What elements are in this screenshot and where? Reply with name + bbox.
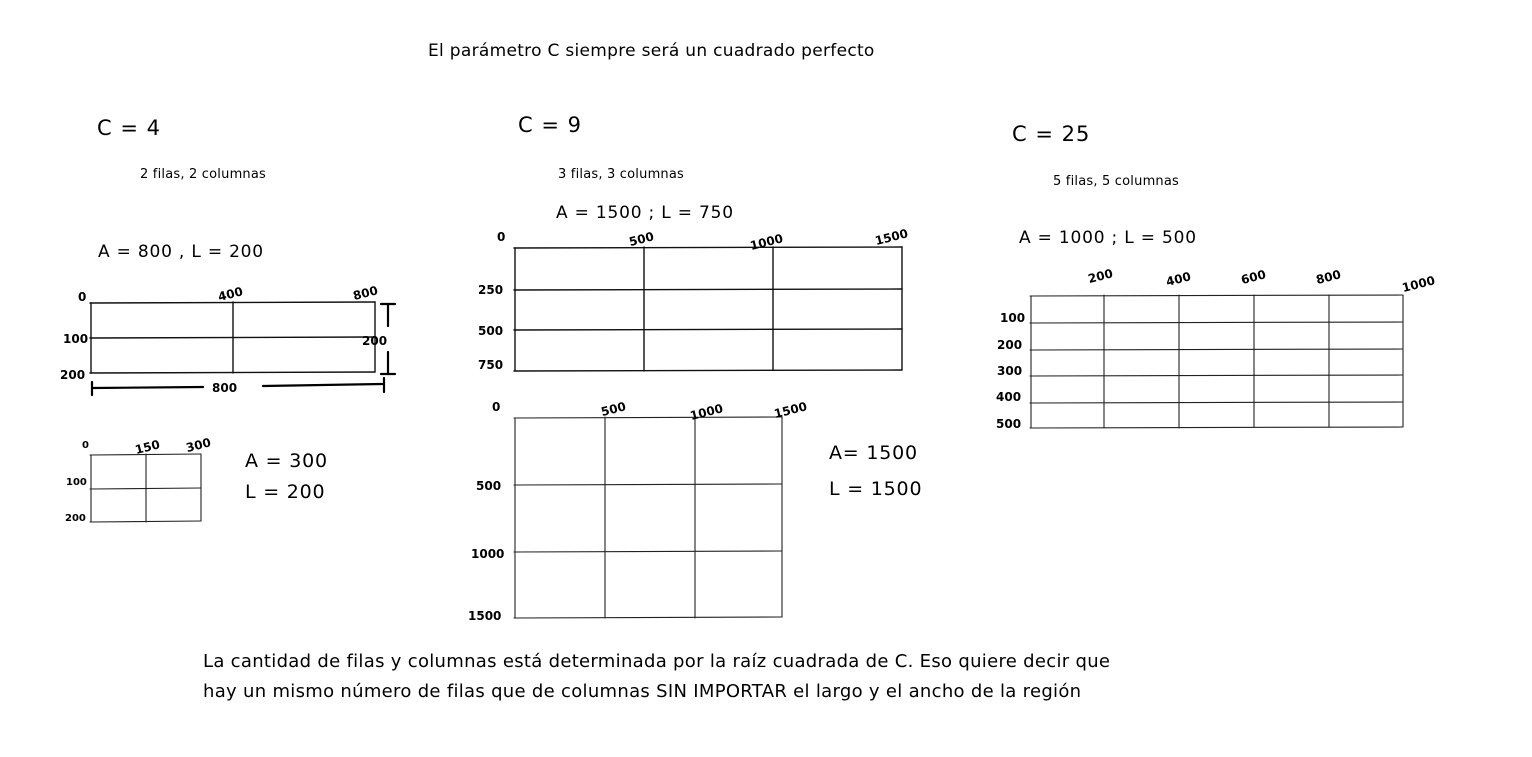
example-3-grid-1: [1028, 293, 1405, 430]
example-1-grid-2-xtick-2: 300: [184, 435, 213, 455]
example-2-grid-1-xtick-3: 1500: [873, 226, 910, 248]
example-1-grid-1-ytick-0: 100: [63, 332, 89, 346]
example-2-grid-1-ytick-2: 750: [478, 358, 504, 372]
example-3-grid-1-ytick-0: 100: [1000, 311, 1026, 325]
example-1-grid-2-length-label: L = 200: [245, 481, 326, 503]
example-1-c-label: C = 4: [97, 116, 161, 140]
example-3-grid-1-xtick-3: 800: [1314, 267, 1343, 287]
example-3-grid-1-xtick-4: 1000: [1400, 273, 1437, 295]
example-3-grid-1-ytick-3: 400: [996, 390, 1022, 404]
example-1-grid-label: 2 filas, 2 columnas: [140, 167, 267, 182]
example-2-grid-2-ytick-2: 1500: [468, 609, 502, 623]
example-1-grid-1-width-annotation: 800: [212, 381, 238, 395]
example-2-grid-1-xtick-1: 500: [627, 229, 656, 249]
example-3-grid-1-ytick-1: 200: [997, 338, 1023, 352]
example-1-grid-1-dim-lines: [88, 300, 398, 395]
example-2-grid-1-xtick-0: 0: [497, 230, 506, 244]
example-2-grid-1-xtick-2: 1000: [748, 231, 785, 253]
example-1-grid-1-height-annotation: 200: [362, 334, 388, 348]
example-2-grid-2-ytick-1: 1000: [471, 547, 505, 561]
example-1-grid-2: [88, 452, 203, 524]
example-3-c-label: C = 25: [1012, 122, 1091, 146]
example-2-grid-2-xtick-2: 1000: [688, 401, 725, 423]
example-1-grid-1-xtick-2: 800: [351, 283, 380, 303]
example-2-grid-1-ytick-1: 500: [478, 324, 504, 338]
example-1-grid-2-xtick-0: 0: [82, 440, 89, 451]
example-1-grid-2-ytick-0: 100: [66, 477, 87, 488]
example-2-grid-2: [512, 415, 784, 620]
example-1-grid-2-area-label: A = 300: [245, 450, 328, 472]
example-2-grid-2-area-label: A= 1500: [829, 442, 918, 464]
example-1-grid-1-xtick-1: 400: [216, 284, 245, 304]
example-2-grid-1-dims: A = 1500 ; L = 750: [556, 203, 734, 223]
example-1-grid-1-ytick-1: 200: [60, 368, 86, 382]
example-2-grid-2-xtick-1: 500: [599, 399, 628, 419]
example-2-grid-2-xtick-0: 0: [492, 400, 501, 414]
example-3-grid-1-dims: A = 1000 ; L = 500: [1019, 228, 1197, 248]
example-2-grid-1-ytick-0: 250: [478, 283, 504, 297]
example-1-grid-2-ytick-1: 200: [65, 513, 86, 524]
example-3-grid-label: 5 filas, 5 columnas: [1053, 174, 1180, 189]
example-1-grid-1-dims: A = 800 , L = 200: [98, 242, 264, 262]
example-2-grid-label: 3 filas, 3 columnas: [558, 167, 685, 182]
example-2-c-label: C = 9: [518, 113, 582, 137]
example-2-grid-2-ytick-0: 500: [476, 479, 502, 493]
example-3-grid-1-xtick-0: 200: [1086, 266, 1115, 286]
example-3-grid-1-ytick-2: 300: [997, 364, 1023, 378]
example-2-grid-1: [512, 245, 904, 375]
example-3-grid-1-xtick-1: 400: [1164, 269, 1193, 289]
footer-line-1: La cantidad de filas y columnas está determinada por la raíz cuadrada de C. Eso quiere decir que: [203, 651, 1111, 672]
page-title: El parámetro C siempre será un cuadrado perfecto: [428, 41, 875, 61]
example-3-grid-1-ytick-4: 500: [996, 417, 1022, 431]
example-2-grid-2-xtick-3: 1500: [772, 399, 809, 421]
example-2-grid-2-length-label: L = 1500: [829, 478, 923, 500]
example-1-grid-1-xtick-0: 0: [78, 290, 87, 304]
example-3-grid-1-xtick-2: 600: [1239, 267, 1268, 287]
footer-line-2: hay un mismo número de filas que de columnas SIN IMPORTAR el largo y el ancho de la región: [203, 681, 1082, 702]
example-1-grid-2-xtick-1: 150: [133, 437, 162, 457]
